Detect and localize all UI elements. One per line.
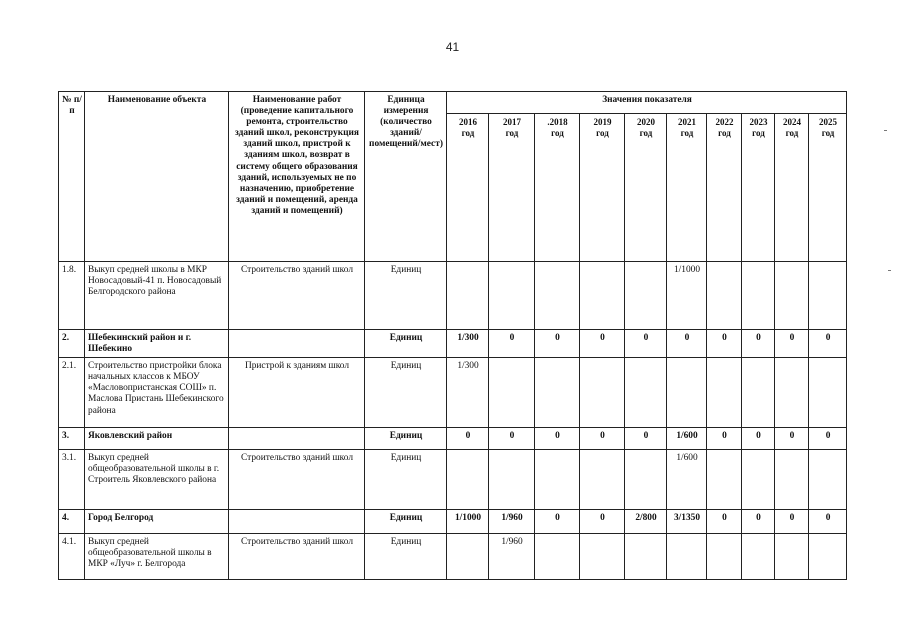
- year-value: 0: [775, 428, 809, 450]
- header-year-label: год: [821, 127, 835, 138]
- work-type: Пристрой к зданиям школ: [229, 358, 365, 428]
- year-value: [489, 358, 535, 428]
- year-value: [775, 534, 809, 580]
- object-name: Выкуп средней общеобразовательной школы в МКР «Луч» г. Белгорода: [85, 534, 229, 580]
- header-year: [707, 114, 742, 262]
- table-body: [59, 262, 847, 580]
- year-value: [809, 358, 847, 428]
- table-row: [59, 534, 847, 580]
- unit: Единиц: [365, 428, 447, 450]
- row-number: 4.1.: [59, 534, 85, 580]
- year-value: [775, 358, 809, 428]
- year-value: 0: [535, 330, 580, 358]
- year-value: 0: [535, 428, 580, 450]
- year-value: 1/600: [667, 450, 707, 510]
- header-year: [489, 114, 535, 262]
- row-number: 4.: [59, 510, 85, 534]
- year-value: 0: [809, 428, 847, 450]
- unit: Единиц: [365, 330, 447, 358]
- header-values-group: Значения показателя: [447, 92, 847, 114]
- year-value: 0: [447, 428, 489, 450]
- header-year-value: 2020: [637, 117, 655, 127]
- table-section-row: [59, 330, 847, 358]
- work-type: Строительство зданий школ: [229, 262, 365, 330]
- page-number: 41: [445, 40, 460, 54]
- header-year-value: 2016: [459, 117, 477, 127]
- year-value: 0: [625, 330, 667, 358]
- row-number: 3.1.: [59, 450, 85, 510]
- year-value: [775, 262, 809, 330]
- year-value: [809, 262, 847, 330]
- year-value: [535, 262, 580, 330]
- year-value: 1/1000: [447, 510, 489, 534]
- year-value: [707, 262, 742, 330]
- year-value: 1/600: [667, 428, 707, 450]
- header-num: № п/п: [59, 92, 85, 262]
- year-value: 3/1350: [667, 510, 707, 534]
- year-value: [580, 450, 625, 510]
- header-year-label: год: [785, 127, 799, 138]
- year-value: 0: [809, 330, 847, 358]
- year-value: [625, 534, 667, 580]
- header-year-label: год: [596, 127, 609, 138]
- year-value: [535, 450, 580, 510]
- header-year: [535, 114, 580, 262]
- year-value: [707, 534, 742, 580]
- header-year: [447, 114, 489, 262]
- header-year-label: год: [680, 127, 694, 138]
- header-year-value: 2022: [715, 117, 734, 127]
- header-year-value: 2019: [593, 117, 612, 127]
- header-year-label: год: [752, 127, 765, 138]
- year-value: [707, 450, 742, 510]
- header-year-label: год: [461, 127, 475, 138]
- header-year-value: 2021: [678, 117, 696, 127]
- year-value: 1/300: [447, 330, 489, 358]
- year-value: 0: [667, 330, 707, 358]
- table-row: [59, 262, 847, 330]
- unit: Единиц: [365, 510, 447, 534]
- year-value: [707, 358, 742, 428]
- year-value: 1/300: [447, 358, 489, 428]
- object-name: Шебекинский район и г. Шебекино: [85, 330, 229, 358]
- year-value: 0: [580, 428, 625, 450]
- year-value: [580, 262, 625, 330]
- year-value: [447, 450, 489, 510]
- year-value: [742, 262, 775, 330]
- table-section-row: [59, 510, 847, 534]
- header-year-value: 2025: [819, 117, 838, 127]
- work-type: Строительство зданий школ: [229, 450, 365, 510]
- year-value: 0: [580, 330, 625, 358]
- unit: Единиц: [365, 534, 447, 580]
- object-name: Выкуп средней общеобразовательной школы в г. Строитель Яковлевского района: [85, 450, 229, 510]
- year-value: [667, 358, 707, 428]
- work-type: [229, 428, 365, 450]
- object-name: Выкуп средней школы в МКР Новосадовый-41 п. Новосадовый Белгородского района: [85, 262, 229, 330]
- header-year-label: год: [718, 127, 731, 138]
- year-value: [625, 262, 667, 330]
- work-type: Строительство зданий школ: [229, 534, 365, 580]
- header-year: [775, 114, 809, 262]
- year-value: [742, 358, 775, 428]
- header-year: [809, 114, 847, 262]
- year-value: 0: [707, 510, 742, 534]
- object-name: Яковлевский район: [85, 428, 229, 450]
- year-value: 1/960: [489, 534, 535, 580]
- year-value: 0: [742, 330, 775, 358]
- header-year: [580, 114, 625, 262]
- row-number: 1.8.: [59, 262, 85, 330]
- header-year-value: 2024: [783, 117, 801, 127]
- table-row: [59, 450, 847, 510]
- header-unit: Единица измерения (количество зданий/помещений/мест): [365, 92, 447, 262]
- year-value: 0: [707, 330, 742, 358]
- year-value: [489, 450, 535, 510]
- unit: Единиц: [365, 358, 447, 428]
- year-value: [535, 358, 580, 428]
- year-value: 0: [809, 510, 847, 534]
- work-type: [229, 330, 365, 358]
- year-value: [447, 262, 489, 330]
- unit: Единиц: [365, 262, 447, 330]
- indicators-table: [58, 91, 847, 580]
- header-year: [667, 114, 707, 262]
- year-value: [742, 534, 775, 580]
- year-value: [447, 534, 489, 580]
- year-value: 0: [775, 330, 809, 358]
- year-value: [535, 534, 580, 580]
- year-value: 0: [742, 510, 775, 534]
- year-value: [580, 358, 625, 428]
- header-object: Наименование объекта: [85, 92, 229, 262]
- table-section-row: [59, 428, 847, 450]
- year-value: [809, 534, 847, 580]
- header-year-value: .2018: [547, 117, 568, 127]
- year-value: [809, 450, 847, 510]
- row-number: 2.1.: [59, 358, 85, 428]
- year-value: 2/800: [625, 510, 667, 534]
- year-value: [742, 450, 775, 510]
- scan-mark: [884, 130, 887, 131]
- row-number: 2.: [59, 330, 85, 358]
- header-row-top: [59, 92, 847, 114]
- year-value: 0: [775, 510, 809, 534]
- work-type: [229, 510, 365, 534]
- year-value: 0: [535, 510, 580, 534]
- year-value: 0: [742, 428, 775, 450]
- header-year-value: 2023: [749, 117, 768, 127]
- year-value: [489, 262, 535, 330]
- year-value: [625, 358, 667, 428]
- header-year-label: год: [551, 127, 564, 138]
- year-value: 0: [489, 330, 535, 358]
- header-year-label: год: [505, 127, 519, 138]
- scan-mark: [888, 270, 891, 271]
- year-value: 0: [707, 428, 742, 450]
- header-year: [742, 114, 775, 262]
- object-name: Город Белгород: [85, 510, 229, 534]
- year-value: 0: [489, 428, 535, 450]
- object-name: Строительство пристройки блока начальных классов к МБОУ «Масловопристанская СОШ» п. Маслова Пристань Шебекинского района: [85, 358, 229, 428]
- header-works: Наименование работ (проведение капитального ремонта, строительство зданий школ, реконструкция зданий школ, пристрой к зданиям школ, возврат в систему общего образования зданий, используемых не по назначению, приобретение зданий и помещений, аренда зданий и помещений): [229, 92, 365, 262]
- year-value: 0: [625, 428, 667, 450]
- header-year-value: 2017: [503, 117, 521, 127]
- header-year: [625, 114, 667, 262]
- row-number: 3.: [59, 428, 85, 450]
- unit: Единиц: [365, 450, 447, 510]
- year-value: [625, 450, 667, 510]
- year-value: [775, 450, 809, 510]
- header-year-label: год: [639, 127, 653, 138]
- year-value: 1/1000: [667, 262, 707, 330]
- year-value: 1/960: [489, 510, 535, 534]
- table-row: [59, 358, 847, 428]
- year-value: [580, 534, 625, 580]
- year-value: 0: [580, 510, 625, 534]
- year-value: [667, 534, 707, 580]
